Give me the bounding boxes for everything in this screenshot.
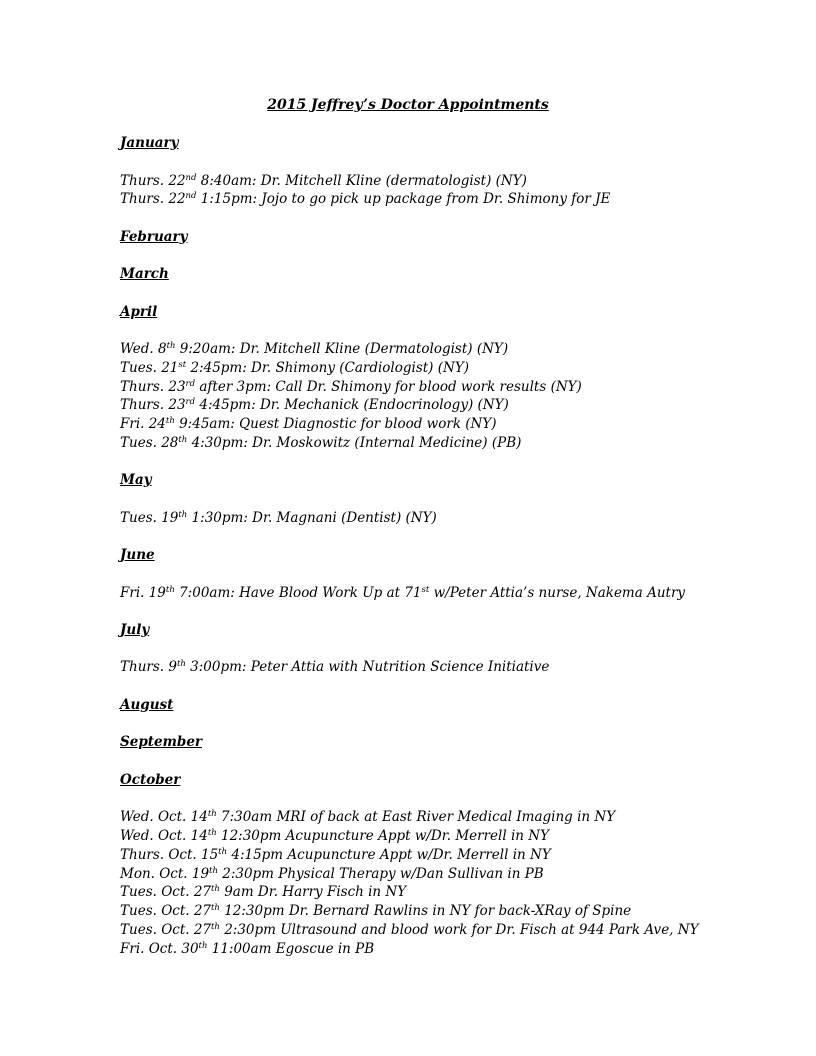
month-heading-june: June — [120, 547, 155, 564]
month-heading-february: February — [120, 228, 188, 245]
appointment-entry: Thurs. 22nd 8:40am: Dr. Mitchell Kline (dermatologist) (NY) — [120, 172, 527, 189]
appointment-entry: Tues. Oct. 27th 9am Dr. Harry Fisch in NY — [120, 884, 407, 901]
appointment-entry: Thurs. 22nd 1:15pm: Jojo to go pick up package from Dr. Shimony for JE — [120, 191, 611, 208]
appointment-entry: Tues. 28th 4:30pm: Dr. Moskowitz (Internal Medicine) (PB) — [120, 435, 522, 452]
appointment-entry: Thurs. 23rd after 3pm: Call Dr. Shimony for blood work results (NY) — [120, 378, 582, 395]
appointment-entry: Tues. Oct. 27th 2:30pm Ultrasound and blood work for Dr. Fisch at 944 Park Ave, NY — [120, 922, 699, 939]
month-heading-july: July — [120, 621, 150, 638]
appointment-entry: Thurs. 23rd 4:45pm: Dr. Mechanick (Endocrinology) (NY) — [120, 397, 509, 414]
appointment-entry: Mon. Oct. 19th 2:30pm Physical Therapy w/Dan Sullivan in PB — [120, 865, 544, 882]
appointment-entry: Wed. Oct. 14th 12:30pm Acupuncture Appt w/Dr. Merrell in NY — [120, 828, 549, 845]
appointment-entry: Fri. 24th 9:45am: Quest Diagnostic for blood work (NY) — [120, 416, 497, 433]
month-heading-august: August — [120, 696, 174, 713]
month-heading-march: March — [120, 266, 169, 283]
document-title: 2015 Jeffrey’s Doctor Appointments — [267, 97, 549, 113]
appointment-entry: Fri. Oct. 30th 11:00am Egoscue in PB — [120, 940, 375, 957]
appointment-entry: Wed. Oct. 14th 7:30am MRI of back at East River Medical Imaging in NY — [120, 809, 616, 826]
month-heading-january: January — [120, 135, 179, 151]
appointment-entry: Tues. 19th 1:30pm: Dr. Magnani (Dentist) (NY) — [120, 509, 437, 526]
appointment-entry: Tues. Oct. 27th 12:30pm Dr. Bernard Rawlins in NY for back-XRay of Spine — [120, 903, 632, 920]
appointment-entry: Wed. 8th 9:20am: Dr. Mitchell Kline (Dermatologist) (NY) — [120, 341, 509, 358]
month-heading-october: October — [120, 771, 181, 788]
appointment-entry: Fri. 19th 7:00am: Have Blood Work Up at 71st w/Peter Attia’s nurse, Nakema Autry — [120, 584, 686, 601]
appointments-list — [120, 134, 760, 959]
month-heading-april: April — [120, 303, 158, 320]
appointment-entry: Thurs. Oct. 15th 4:15pm Acupuncture Appt w/Dr. Merrell in NY — [120, 846, 551, 863]
month-heading-may: May — [120, 472, 152, 489]
month-heading-september: September — [120, 734, 203, 751]
appointment-entry: Tues. 21st 2:45pm: Dr. Shimony (Cardiologist) (NY) — [120, 359, 469, 376]
appointment-entry: Thurs. 9th 3:00pm: Peter Attia with Nutrition Science Initiative — [120, 659, 550, 676]
